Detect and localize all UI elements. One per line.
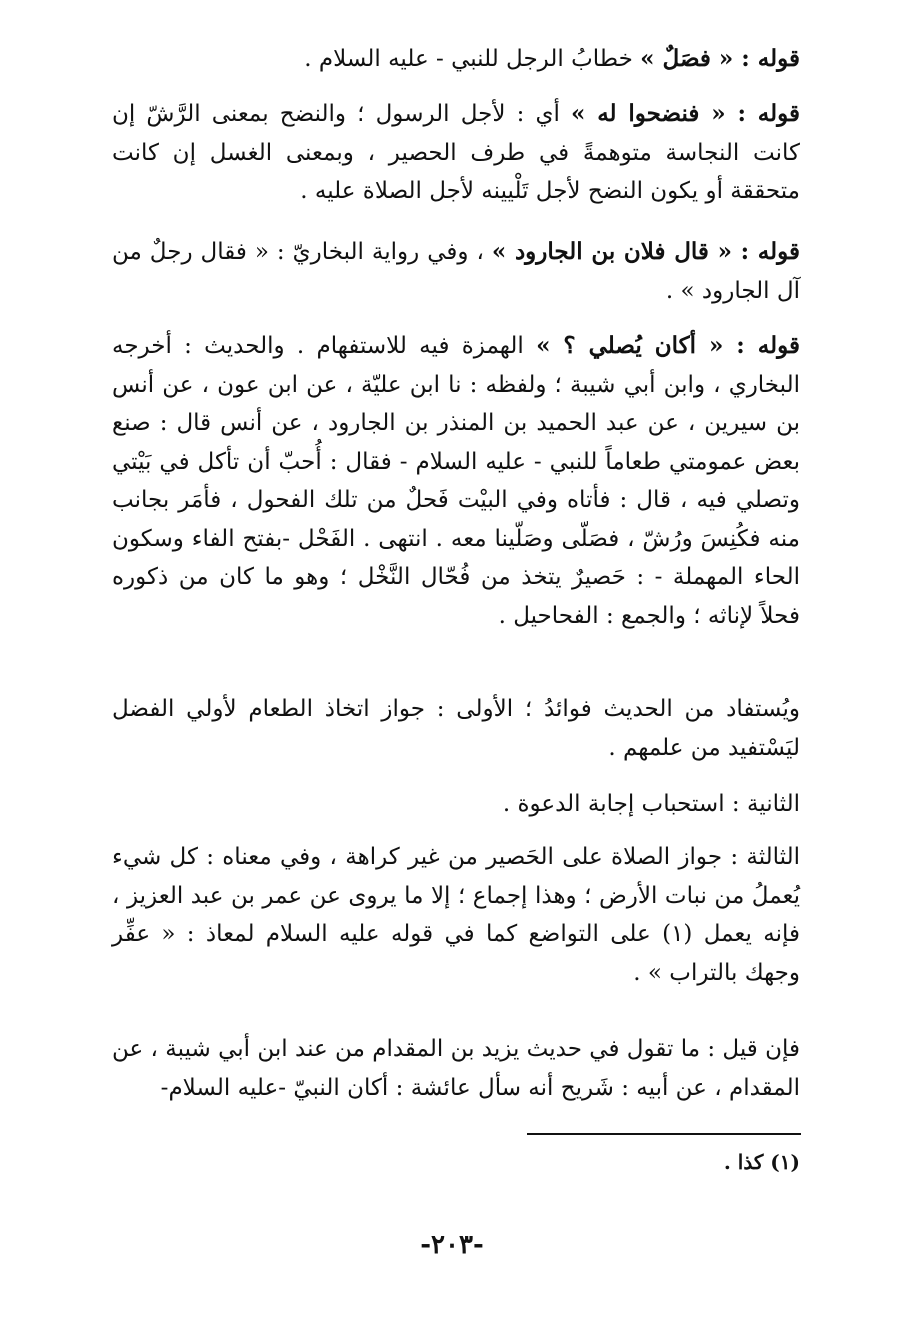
paragraph-3 <box>112 233 800 310</box>
footnote: (١) كذا . <box>723 1150 800 1174</box>
footnote-divider <box>527 1133 801 1135</box>
page-number: -٢٠٣- <box>420 1230 484 1260</box>
paragraph-5-text: ويُستفاد من الحديث فوائدُ ؛ الأولى : جواز اتخاذ الطعام لأولي الفضل ليَسْتفيد من علمهم . <box>112 696 800 761</box>
paragraph-8 <box>112 1030 800 1107</box>
paragraph-2-text: أي : لأجل الرسول ؛ والنضح بمعنى الرَّشّ إن كانت النجاسة متوهمةً في طرف الحصير ، وبمعنى الغسل إن كانت متحققة أو يكون النضح لأجل تَلْيينه لأجل الصلاة عليه . <box>112 101 800 204</box>
paragraph-1-lead: قوله : « فصَلٌ » <box>640 45 800 72</box>
paragraph-1 <box>112 40 800 79</box>
paragraph-7 <box>112 838 800 992</box>
paragraph-4-text: الهمزة فيه للاستفهام . والحديث : أخرجه البخاري ، وابن أبي شيبة ؛ ولفظه : نا ابن عليّة ، عن ابن عون ، عن أنس بن سيرين ، عن عبد الحميد بن المنذر بن الجارود ، عن أنس قال : صنع بعض عمومتي طعاماً للنبي - عليه السلام - فقال : أُحبّ أن تأكل في بَيْتي وتصلي فيه ، قال : فأتاه وفي البيْت فَحلٌ من تلك الفحول ، فأمَر بجانب منه فكُنِسَ ورُشّ ، فصَلّى وصَلّينا معه . انتهى . الفَحْل -بفتح الفاء وسكون الحاء المهملة - : حَصيرٌ يتخذ من فُحّال النَّخْل ؛ وهو ما كان من ذكوره فحلاً لإناثه ؛ والجمع : الفحاحيل . <box>112 333 800 629</box>
paragraph-3-text: ، وفي رواية البخاريّ : « فقال رجلٌ من آل الجارود » . <box>112 239 800 304</box>
paragraph-6 <box>112 785 800 824</box>
paragraph-2 <box>112 95 800 211</box>
paragraph-3-lead: قوله : « قال فلان بن الجارود » <box>491 238 801 265</box>
paragraph-8-text: فإن قيل : ما تقول في حديث يزيد بن المقدام من عند ابن أبي شيبة ، عن المقدام ، عن أبيه : شَريح أنه سأل عائشة : أكان النبيّ -عليه السلام- <box>112 1036 800 1101</box>
paragraph-2-lead: قوله : « فنضحوا له » <box>571 100 800 127</box>
paragraph-4-lead: قوله : « أكان يُصلي ؟ » <box>536 332 800 359</box>
paragraph-5 <box>112 690 800 767</box>
paragraph-6-text: الثانية : استحباب إجابة الدعوة . <box>502 791 800 817</box>
paragraph-1-text: خطابُ الرجل للنبي - عليه السلام . <box>304 46 641 72</box>
paragraph-7-text: الثالثة : جواز الصلاة على الحَصير من غير كراهة ، وفي معناه : كل شيء يُعملُ من نبات الأرض ؛ وهذا إجماع ؛ إلا ما يروى عن عمر بن عبد العزيز ، فإنه يعمل (١) على التواضع كما في قوله عليه السلام لمعاذ : « عفِّر وجهك بالتراب » . <box>112 844 800 986</box>
paragraph-4 <box>112 327 800 635</box>
